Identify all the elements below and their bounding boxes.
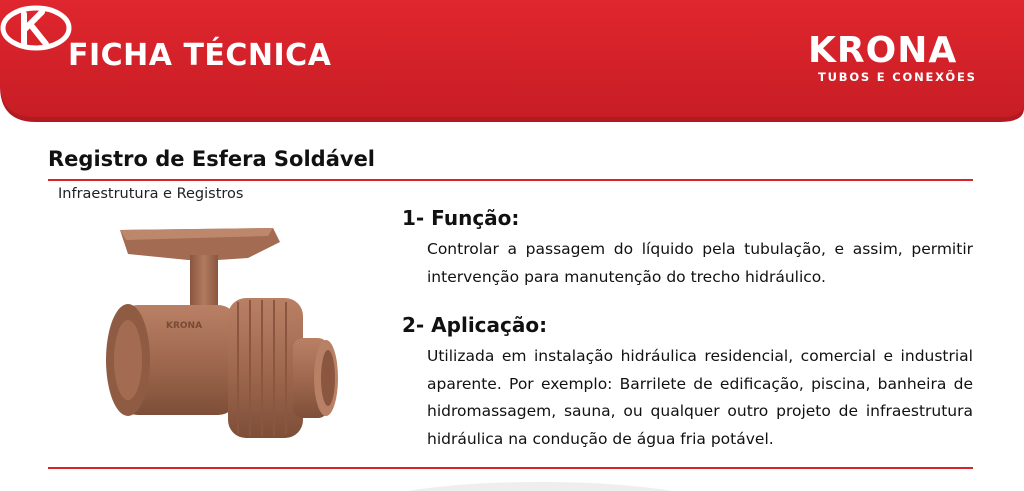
application-section (402, 313, 973, 453)
function-section (402, 206, 973, 291)
product-title: Registro de Esfera Soldável (48, 147, 376, 171)
application-body: Utilizada em instalação hidráulica residencial, comercial e industrial aparente. Por exemplo: Barrilete de edificação, piscina, banheira de hidromassagem, sauna, ou qualquer outro projeto de infraestrutura hidráulica na condução de água fria potável. (427, 347, 973, 448)
brand-tagline: TUBOS E CONEXÕES (818, 70, 977, 84)
krona-logo-icon (0, 0, 250, 60)
function-body: Controlar a passagem do líquido pela tubulação, e assim, permitir intervenção para manutenção do trecho hidráulico. (427, 240, 973, 286)
title-divider (48, 179, 973, 181)
header-banner (0, 0, 1024, 125)
footer-divider (48, 467, 973, 469)
svg-text:KRONA: KRONA (166, 321, 203, 331)
application-title: 2- Aplicação: (402, 313, 548, 337)
brand-name: KRONA (808, 30, 958, 71)
function-title: 1- Função: (402, 206, 520, 230)
ball-valve-image (98, 210, 338, 455)
product-category: Infraestrutura e Registros (58, 186, 244, 202)
header-label: FICHA TÉCNICA (68, 38, 332, 73)
footer-decoration (0, 470, 1024, 491)
